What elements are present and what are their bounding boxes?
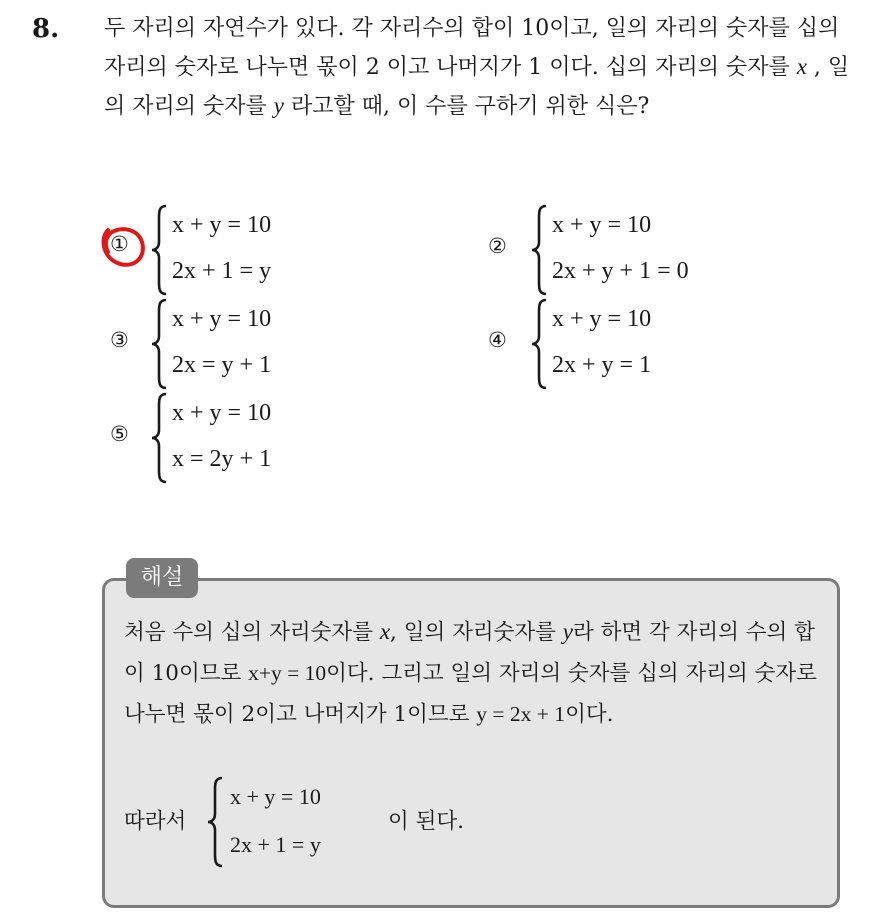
explanation-text-part: 이다. 그리고 일의 자리의 숫자를 십의 자리의 숫자로 나누면 몫이 2이고 나머지가 1이므로: [124, 661, 817, 727]
equation-1: x + y = 10: [552, 212, 652, 238]
left-brace-icon: [530, 204, 548, 296]
left-brace-icon: [150, 298, 168, 390]
choice-number: ③: [110, 328, 129, 352]
choice-number: ④: [488, 328, 507, 352]
equation-1: x + y = 10: [230, 784, 321, 809]
variable-y: y: [273, 93, 284, 118]
variable-x: x: [379, 619, 391, 644]
conclusion-end: 이 된다.: [388, 809, 464, 834]
equation-1: x + y = 10: [552, 306, 652, 332]
choice-number: ⑤: [110, 422, 129, 446]
equation-2: 2x + 1 = y: [230, 832, 321, 857]
inline-equation: x+y = 10: [248, 661, 327, 685]
explanation-text-part: 라 하면 각 자리의 수의 합이 10이므로: [124, 620, 815, 686]
equation-2: x = 2y + 1: [172, 446, 272, 472]
left-brace-icon: [530, 298, 548, 390]
question-text: [104, 10, 864, 126]
conclusion-label: 따라서: [124, 809, 187, 834]
question-text-part: , 일의 자리의 숫자를: [104, 55, 850, 119]
question-text-part: 라고할 때, 이 수를 구하기 위한 식은?: [283, 94, 650, 119]
explanation-text-part: 이다.: [565, 702, 614, 727]
question-text-part: 두 자리의 자연수가 있다. 각 자리수의 합이 10이고, 일의 자리의 숫자를 십의 자리의 숫자로 나누면 몫이 2 이고 나머지가 1 이다. 십의 자리의 숫자를: [104, 16, 840, 80]
equation-1: x + y = 10: [172, 400, 272, 426]
left-brace-icon: [206, 776, 224, 868]
inline-equation: y = 2x + 1: [476, 702, 566, 726]
explanation-text-part: , 일의 자리숫자를: [390, 620, 563, 645]
explanation-text: [124, 612, 834, 735]
equation-2: 2x + y + 1 = 0: [552, 258, 689, 284]
equation-1: x + y = 10: [172, 212, 272, 238]
left-brace-icon: [150, 204, 168, 296]
equation-2: 2x + 1 = y: [172, 258, 272, 284]
question-number: 8.: [32, 14, 60, 44]
left-brace-icon: [150, 392, 168, 484]
explanation-text-part: 처음 수의 십의 자리숫자를: [124, 620, 380, 645]
variable-y: y: [562, 619, 573, 644]
choice-number: ①: [110, 232, 129, 256]
explanation-tab: 해설: [126, 558, 198, 598]
variable-x: x: [796, 54, 807, 79]
equation-1: x + y = 10: [172, 306, 272, 332]
equation-2: 2x + y = 1: [552, 352, 652, 378]
equation-2: 2x = y + 1: [172, 352, 272, 378]
choice-number: ②: [488, 234, 507, 258]
